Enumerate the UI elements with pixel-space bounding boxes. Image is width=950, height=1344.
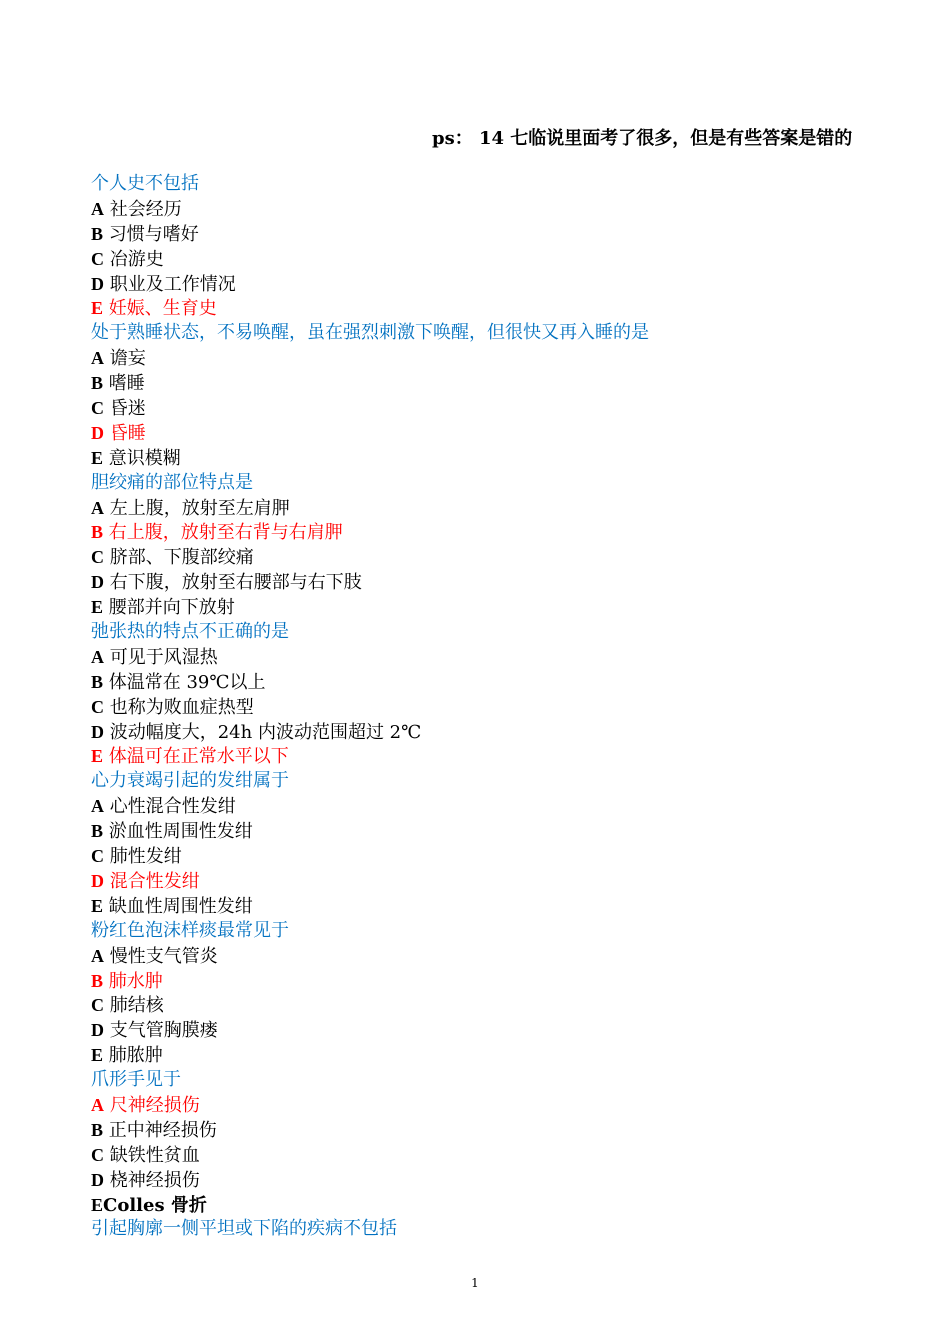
answer-option (91, 296, 871, 321)
option-letter: C (91, 547, 104, 568)
option (91, 446, 871, 471)
option-letter: D (91, 721, 104, 742)
option-text: 妊娠、生育史 (108, 298, 217, 320)
option-letter: E (91, 447, 104, 468)
option (91, 1018, 871, 1043)
header-note: ps： 14 七临说里面考了很多，但是有些答案是错的 (432, 128, 853, 149)
option-letter: E (91, 597, 104, 618)
option-text: 意识模糊 (108, 447, 181, 469)
option-letter: A (91, 497, 104, 518)
option (91, 396, 871, 421)
option-text: Colles 骨折 (103, 1194, 207, 1216)
option (91, 222, 871, 247)
option-text: 缺铁性贫血 (109, 1144, 200, 1166)
option-text: 昏迷 (109, 398, 146, 420)
option-text: 也称为败血症热型 (109, 696, 254, 718)
option-text: 正中神经损伤 (108, 1119, 217, 1141)
option-letter: C (91, 248, 104, 269)
option (91, 819, 871, 844)
option-letter: C (91, 1144, 104, 1165)
option-letter: B (91, 223, 104, 244)
option-text: 左上腹，放射至左肩胛 (109, 497, 290, 519)
option-letter: A (91, 796, 104, 817)
option (91, 272, 871, 297)
option-text: 肺水肿 (108, 970, 163, 992)
question-text: 爪形手见于 (91, 1069, 181, 1091)
option-text: 支气管胸膜瘘 (109, 1020, 218, 1042)
option-text: 职业及工作情况 (109, 273, 236, 295)
option-text: 桡神经损伤 (109, 1169, 200, 1191)
option-letter: A (91, 646, 104, 667)
option (91, 1193, 871, 1218)
answer-option (91, 421, 871, 446)
option (91, 993, 871, 1018)
question-text: 胆绞痛的部位特点是 (91, 471, 253, 493)
page-number: 1 (471, 1276, 479, 1290)
option-letter: D (91, 273, 104, 294)
option-text: 可见于风湿热 (109, 646, 218, 668)
option (91, 496, 871, 521)
question-text: 粉红色泡沫样痰最常见于 (91, 919, 289, 941)
question-text: 弛张热的特点不正确的是 (91, 621, 289, 643)
option-letter: B (91, 373, 104, 394)
option (91, 346, 871, 371)
option (91, 545, 871, 570)
option-text: 习惯与嗜好 (108, 223, 199, 245)
option-text: 肺脓肿 (108, 1045, 163, 1067)
option-letter: B (91, 821, 104, 842)
option (91, 645, 871, 670)
option-letter: A (91, 1094, 104, 1115)
option-text: 体温可在正常水平以下 (108, 746, 289, 768)
option-text: 谵妄 (109, 348, 146, 370)
option-text: 右上腹，放射至右背与右肩胛 (108, 522, 343, 544)
option-letter: A (91, 945, 104, 966)
option-letter: E (91, 895, 104, 916)
option-letter: D (91, 422, 104, 443)
option-text: 肺性发绀 (109, 846, 182, 868)
option (91, 844, 871, 869)
option-text: 冶游史 (109, 248, 164, 270)
option-text: 腰部并向下放射 (108, 597, 235, 619)
option (91, 247, 871, 272)
option-text: 肺结核 (109, 995, 164, 1017)
option-letter: C (91, 398, 104, 419)
option-letter: E (91, 746, 104, 767)
option-letter: D (91, 572, 104, 593)
option-letter: D (91, 1020, 104, 1041)
option-letter: B (91, 671, 104, 692)
question-text: 处于熟睡状态，不易唤醒，虽在强烈刺激下唤醒，但很快又再入睡的是 (91, 322, 649, 344)
option (91, 670, 871, 695)
option (91, 720, 871, 745)
option (91, 1143, 871, 1168)
option-letter: A (91, 348, 104, 369)
option (91, 944, 871, 969)
option (91, 197, 871, 222)
option-text: 淤血性周围性发绀 (108, 821, 253, 843)
option-text: 缺血性周围性发绀 (108, 895, 253, 917)
answer-option (91, 744, 871, 769)
option-letter: E (91, 1194, 104, 1215)
option-letter: D (91, 1169, 104, 1190)
answer-option (91, 1093, 871, 1118)
option-text: 昏睡 (109, 422, 146, 444)
option-text: 右下腹，放射至右腰部与右下肢 (109, 572, 362, 594)
option-letter: E (91, 298, 104, 319)
option (91, 1043, 871, 1068)
option-text: 波动幅度大，24h 内波动范围超过 2℃ (109, 721, 422, 743)
question-list (91, 172, 871, 1242)
answer-option (91, 869, 871, 894)
answer-option (91, 520, 871, 545)
option (91, 894, 871, 919)
option-letter: C (91, 696, 104, 717)
option-text: 混合性发绀 (109, 870, 200, 892)
option (91, 695, 871, 720)
question-text: 引起胸廓一侧平坦或下陷的疾病不包括 (91, 1218, 397, 1240)
answer-option (91, 969, 871, 994)
option-letter: C (91, 995, 104, 1016)
option-letter: B (91, 522, 104, 543)
option-text: 心性混合性发绀 (109, 796, 236, 818)
question-text: 心力衰竭引起的发绀属于 (91, 770, 289, 792)
option (91, 1168, 871, 1193)
option-letter: D (91, 870, 104, 891)
option-letter: B (91, 970, 104, 991)
option-text: 嗜睡 (108, 373, 145, 395)
option-text: 脐部、下腹部绞痛 (109, 547, 254, 569)
option-text: 体温常在 39℃以上 (108, 671, 266, 693)
option-text: 慢性支气管炎 (109, 945, 218, 967)
option (91, 570, 871, 595)
option (91, 371, 871, 396)
option (91, 1118, 871, 1143)
question-text: 个人史不包括 (91, 173, 199, 194)
option-text: 社会经历 (109, 198, 182, 220)
option-letter: C (91, 846, 104, 867)
option-text: 尺神经损伤 (109, 1094, 200, 1116)
option-letter: E (91, 1045, 104, 1066)
option-letter: A (91, 198, 104, 219)
option (91, 794, 871, 819)
option-letter: B (91, 1119, 104, 1140)
option (91, 595, 871, 620)
